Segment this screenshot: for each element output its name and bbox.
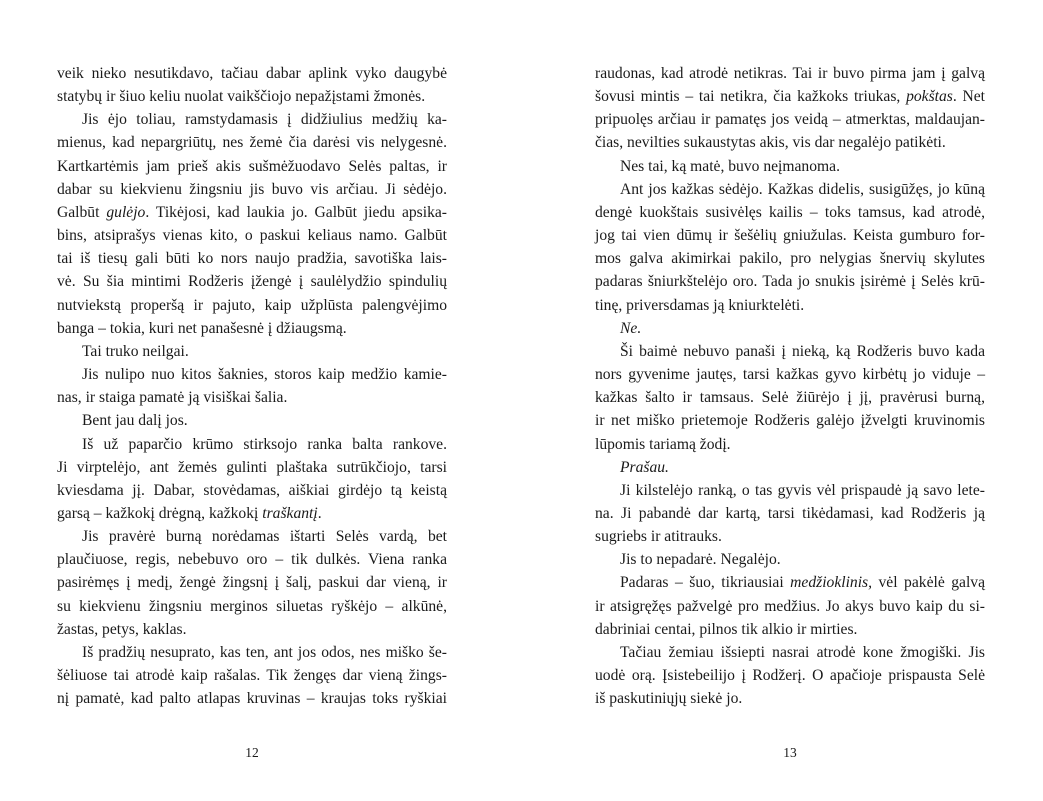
italic-text: Ne. xyxy=(620,319,642,337)
paragraph xyxy=(595,479,985,548)
text-line: dengė kuokštais susivėlęs kailis – toks tamsus, kad atrodė, xyxy=(595,203,985,221)
text-line: mos galva akimirkai pakilo, pro nelygias šnervių skylutes xyxy=(595,250,985,268)
text-line: Ji kilstelėjo ranką, o tas gyvis vėl prispaudė ją savo lete- xyxy=(620,481,985,499)
text-line: Jis ėjo toliau, ramstydamasis į didžiulius medžių ka- xyxy=(82,111,447,129)
text-line: Galbūt gulėjo. Tikėjosi, kad laukia jo. Galbūt jiedu apsika- xyxy=(57,203,447,221)
italic-text: pokštas xyxy=(906,88,953,106)
text-line: Iš pradžių nesuprato, kas ten, ant jos odos, nes miško še- xyxy=(82,643,447,661)
paragraph xyxy=(595,62,985,155)
text-line: žastas, petys, kaklas. xyxy=(57,620,187,638)
text-line: nutviekstą properšą ir pajuto, kaip užplūsta palengvėjimo xyxy=(57,296,447,314)
text-line: tinę, priversdamas ją kniurktelėti. xyxy=(595,296,805,314)
text-line xyxy=(595,456,985,479)
text-line: su kiekvienu žingsniu merginos siluetas ryškėjo – alkūnė, xyxy=(57,597,447,615)
text-line: lūpomis tariamą žodį. xyxy=(595,435,731,453)
right-page-number: 13 xyxy=(783,745,797,760)
text-line: kažkas šalto ir tamsaus. Selė žiūrėjo į jį, pravėrusi burną, xyxy=(595,389,985,407)
text-line: sugriebs ir atitrauks. xyxy=(595,528,722,546)
right-page-text xyxy=(595,62,985,710)
text-line: šovusi mintis – tai netikra, čia kažkoks triukas, pokštas. Net xyxy=(595,88,986,106)
paragraph xyxy=(595,317,985,340)
text-line: nį pamatė, kad palto atlapas kruvinas – kraujas toks ryškiai xyxy=(57,690,447,708)
text-line: banga – tokia, kuri net panašesnė į džiaugsmą. xyxy=(57,319,347,337)
text-line: Kartkartėmis jam prieš akis sušmėžuodavo Selės paltas, ir xyxy=(57,157,447,175)
text-line: Tačiau žemiau išsiepti nasrai atrodė kone žmogiški. Jis xyxy=(620,643,985,661)
text-line: nas, ir staiga pamatė ją visiškai šalia. xyxy=(57,389,288,407)
paragraph xyxy=(595,340,985,456)
text-line: Ant jos kažkas sėdėjo. Kažkas didelis, susigūžęs, jo kūną xyxy=(620,180,985,198)
text-line: Ši baimė nebuvo panaši į nieką, ką Rodžeris buvo kada xyxy=(620,342,985,360)
text-line: statybų ir šiuo keliu nuolat vaikščiojo nepažįstami žmonės. xyxy=(57,88,426,106)
paragraph xyxy=(57,641,447,710)
text-line: Jis to nepadarė. Negalėjo. xyxy=(620,551,781,569)
text-line: Tai truko neilgai. xyxy=(82,342,189,360)
italic-text: gulėjo xyxy=(106,203,146,221)
text-line: Iš už paparčio krūmo stirksojo ranka balta rankove. xyxy=(82,435,447,453)
text-line: Bent jau dalį jos. xyxy=(82,412,188,430)
text-line: pripuolęs arčiau ir pamatęs jos veidą – atmerktas, maldaujan- xyxy=(595,111,985,129)
paragraph xyxy=(57,62,447,108)
paragraph xyxy=(57,433,447,526)
text-line: pasirėmęs į medį, žengė žingsnį į šalį, paskui dar vieną, ir xyxy=(57,574,447,592)
text-line: raudonas, kad atrodė netikras. Tai ir buvo pirma jam į galvą xyxy=(595,65,985,82)
paragraph xyxy=(595,571,985,640)
text-line: iš paskutiniųjų siekė jo. xyxy=(595,690,743,708)
text-line: Jis nulipo nuo kitos šaknies, storos kaip medžio kamie- xyxy=(82,366,447,384)
left-page-number: 12 xyxy=(245,745,259,760)
text-line: garsą – kažkokį drėgną, kažkokį traškantį. xyxy=(57,504,322,522)
italic-text: medžioklinis, xyxy=(790,574,873,592)
text-line xyxy=(595,317,985,340)
text-line: ir net miško prietemoje Rodžeris galėjo įžvelgti kruvinomis xyxy=(595,412,985,430)
paragraph xyxy=(57,108,447,340)
text-line: plaučiuose, regis, nebebuvo oro – tik dulkės. Viena ranka xyxy=(57,551,447,569)
text-line: šėliuose tai atrodė kaip rašalas. Tik žengęs dar vieną žings- xyxy=(57,667,447,685)
paragraph xyxy=(595,456,985,479)
left-page-text xyxy=(57,62,447,710)
text-line: nors gyvenime jautęs, tarsi kažkas gyvo kirbėtų jo viduje – xyxy=(595,366,985,384)
text-line: čias, nevilties sukaustytas akis, vis dar negalėjo patikėti. xyxy=(595,134,946,152)
text-line: Padaras – šuo, tikriausiai medžioklinis, vėl pakėlė galvą xyxy=(620,574,985,592)
italic-text: traškantį xyxy=(262,504,318,522)
paragraph xyxy=(595,548,985,571)
text-line: Jis pravėrė burną norėdamas ištarti Selės vardą, bet xyxy=(82,528,447,546)
paragraph xyxy=(57,363,447,409)
text-line: dabriniai centai, pilnos tik alkio ir mirties. xyxy=(595,620,858,638)
text-line: dabar su kiekvienu žingsniu jis buvo vis arčiau. Ji sėdėjo. xyxy=(57,180,447,198)
text-line: jog tai vien dūmų ir šešėlių gniužulas. Keista gumburo for- xyxy=(595,227,985,245)
text-line: vė. Su šia mintimi Rodžeris įžengė į saulėlydžio spindulių xyxy=(57,273,447,291)
paragraph xyxy=(595,155,985,178)
text-line: padaras šniurkštelėjo oro. Tada jo snukis įsirėmė į Selės krū- xyxy=(595,273,985,291)
text-line: tai iš tiesų gali būti ko nors naujo pradžia, savotiška lais- xyxy=(57,250,447,268)
text-line: ir atsigręžęs pažvelgė pro medžius. Jo akys buvo kaip du si- xyxy=(595,597,985,615)
italic-text: Prašau. xyxy=(620,458,669,476)
text-line: Ji virptelėjo, ant žemės gulinti plaštaka sutrūkčiojo, tarsi xyxy=(57,458,447,476)
text-line: Nes tai, ką matė, buvo neįmanoma. xyxy=(620,157,840,175)
text-line: mienus, kad nepargriūtų, nes žemė čia darėsi vis nelygesnė. xyxy=(57,134,447,152)
paragraph xyxy=(595,641,985,710)
text-line: na. Ji pabandė dar kartą, tarsi tikėdamasi, kad Rodžeris ją xyxy=(595,504,985,522)
text-line: bins, atsiprašys vienas kito, o paskui keliaus namo. Galbūt xyxy=(57,227,447,245)
text-line: kviesdama jį. Dabar, stovėdamas, aiškiai girdėjo tą keistą xyxy=(57,481,447,499)
paragraph xyxy=(57,340,447,363)
paragraph xyxy=(595,178,985,317)
paragraph xyxy=(57,525,447,641)
paragraph xyxy=(57,409,447,432)
text-line: uodė orą. Įsistebeilijo į Rodžerį. O apačioje prispausta Selė xyxy=(595,667,985,685)
text-line: veik nieko nesutikdavo, tačiau dabar aplink vyko daugybė xyxy=(57,65,447,82)
